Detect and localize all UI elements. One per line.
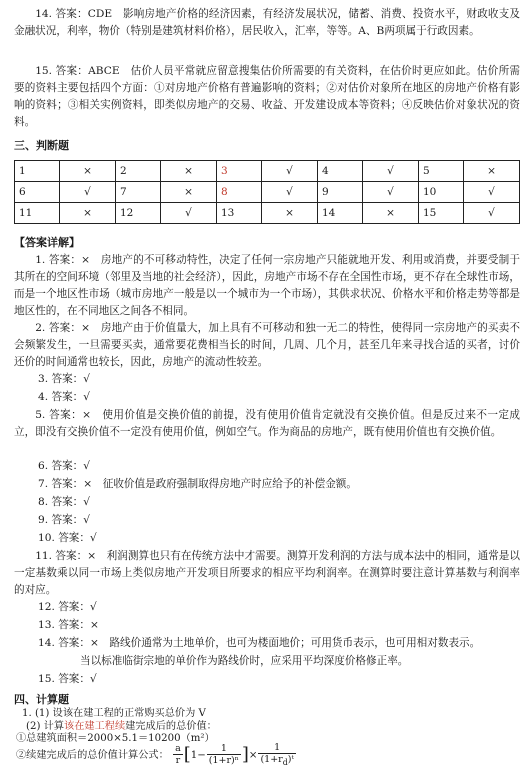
- explanation-5: 5. 答案：× 使用价值是交换价值的前提，没有使用价值肯定就没有交换价值。但是反过来不一定成立，即没有交换价值不一定没有使用价值，例如空气。作为商品的房地产，既有使用价值也有交换价值。: [14, 409, 520, 438]
- formula-fraction-discount: $\frac{1}{\text{(1+r)ⁿ}}$: [208, 743, 239, 767]
- answer-mark: √: [262, 161, 318, 182]
- section-3-heading: 三、判断题: [14, 139, 69, 152]
- calc-step-4-label: ②续建完成后的总价值计算公式：: [16, 749, 169, 761]
- answer-mark: √: [464, 182, 520, 203]
- question-number: 1: [15, 161, 60, 182]
- explanation-6: 6. 答案：√: [38, 460, 91, 472]
- explanation-2: 2. 答案：× 房地产由于价值量大，加上具有不可移动和独一无二的特性，使得同一宗房地产的买卖不会频繁发生，一旦需要买卖，通常要花费相当长的时间，几周、几个月，甚至几年来寻找合适的买者，讨价还价的时间通常也较长，因此，房地产的流动性较差。: [14, 322, 520, 368]
- answer-mark: ×: [464, 161, 520, 182]
- answer-mark: ×: [262, 203, 318, 224]
- explanation-3: 3. 答案：√: [38, 373, 91, 385]
- explanation-7: 7. 答案：× 征收价值是政府强制取得房地产时应给予的补偿金额。: [38, 478, 357, 490]
- explanation-8: 8. 答案：√: [38, 496, 91, 508]
- question-number: 10: [419, 182, 464, 203]
- answer-mark: √: [60, 182, 116, 203]
- explanation-14-continued: 当以标准临街宗地的单价作为路线价时，应采用平均深度价格修正率。: [80, 655, 409, 667]
- question-number: 5: [419, 161, 464, 182]
- question-number: 8: [217, 182, 262, 203]
- answer-mark: ×: [161, 161, 217, 182]
- answer-mark: √: [262, 182, 318, 203]
- answer-15-paragraph: 15. 答案：ABCE 估价人员平常就应留意搜集估价所需要的有关资料，在估价时更应如此。估价所需要的资料主要包括四个方面：①对房地产价格有普遍影响的资料；②对估价对象所在地区的房地产价格有影响的资料；③相关实例资料，即类似房地产的交易、收益、开发建设成本等资料；④反映估价对象状况的资料。: [14, 65, 520, 128]
- question-number: 12: [116, 203, 161, 224]
- answer-mark: ×: [60, 203, 116, 224]
- answer-mark: √: [363, 161, 419, 182]
- answer-mark: ×: [60, 161, 116, 182]
- question-number: 13: [217, 203, 262, 224]
- answer-14-paragraph: 14. 答案：CDE 影响房地产价格的经济因素，有经济发展状况，储蓄、消费、投资水平，财政收支及金融状况，利率，物价（特别是建筑材料价格），居民收入，汇率，等等。A、B两项属于行政因素。: [14, 8, 520, 37]
- explanation-15: 15. 答案：√: [38, 673, 97, 685]
- answer-mark: √: [363, 182, 419, 203]
- explanation-13: 13. 答案：×: [38, 619, 99, 631]
- question-number: 7: [116, 182, 161, 203]
- question-number: 11: [15, 203, 60, 224]
- question-number: 14: [318, 203, 363, 224]
- explanation-14: 14. 答案：× 路线价通常为土地单价，也可为楼面地价；可用货币表示，也可用相对数表示。: [38, 637, 481, 649]
- question-number: 6: [15, 182, 60, 203]
- formula-fraction-a-over-r: $\frac{a}{r}$: [175, 743, 181, 767]
- explanation-1: 1. 答案：× 房地产的不可移动特性，决定了任何一宗房地产只能就地开发、利用或消费，并要受制于其所在的空间环境（邻里及当地的社会经济），因此，房地产市场不存在全国性市场，更不存在全球性市场，而是一个地区性市场（城市房地产一般是以一个城市为一个市场），其供求状况、价格水平和价格走势等都是地区性的，在不同地区之间各不相同。: [14, 254, 520, 317]
- explanation-heading: 【答案详解】: [14, 236, 80, 249]
- answer-mark: √: [464, 203, 520, 224]
- explanation-10: 10. 答案：√: [38, 532, 97, 544]
- explanation-4: 4. 答案：√: [38, 391, 91, 403]
- calc-step-2-suffix: 建完成后的总价值：: [125, 721, 217, 732]
- calc-step-1: 1. (1) 设该在建工程的正常购买总价为 V: [22, 708, 206, 719]
- calc-step-4-formula: ②续建完成后的总价值计算公式： $\frac{a}{r}$ [1− $\frac{1}{\text{(1+r)ⁿ}}$ ]× $\frac{1}{(1+r_d)ᵗ}$: [16, 742, 294, 767]
- answer-mark: ×: [161, 182, 217, 203]
- explanation-9: 9. 答案：√: [38, 514, 91, 526]
- question-number: 4: [318, 161, 363, 182]
- calc-step-2-prefix: (2) 计算: [26, 721, 65, 732]
- calc-step-3-area: ①总建筑面积＝2000×5.1＝10200（m²）: [16, 733, 215, 744]
- explanation-11: 11. 答案：× 利润测算也只有在传统方法中才需要。测算开发利润的方法与成本法中的相同，通常是以一定基数乘以同一市场上类似房地产开发项目所要求的相应平均利润率。在测算时要注意计算基数与利润率的对应。: [14, 550, 520, 596]
- question-number: 15: [419, 203, 464, 224]
- calc-step-2-highlight: 该在建工程续: [64, 721, 126, 732]
- answer-mark: √: [161, 203, 217, 224]
- explanation-12: 12. 答案：√: [38, 601, 97, 613]
- answer-mark: ×: [363, 203, 419, 224]
- section-4-heading: 四、计算题: [14, 693, 69, 706]
- question-number: 2: [116, 161, 161, 182]
- question-number: 3: [217, 161, 262, 182]
- formula-fraction-discount-d: $\frac{1}{(1+r_d)ᵗ}$: [260, 742, 294, 767]
- question-number: 9: [318, 182, 363, 203]
